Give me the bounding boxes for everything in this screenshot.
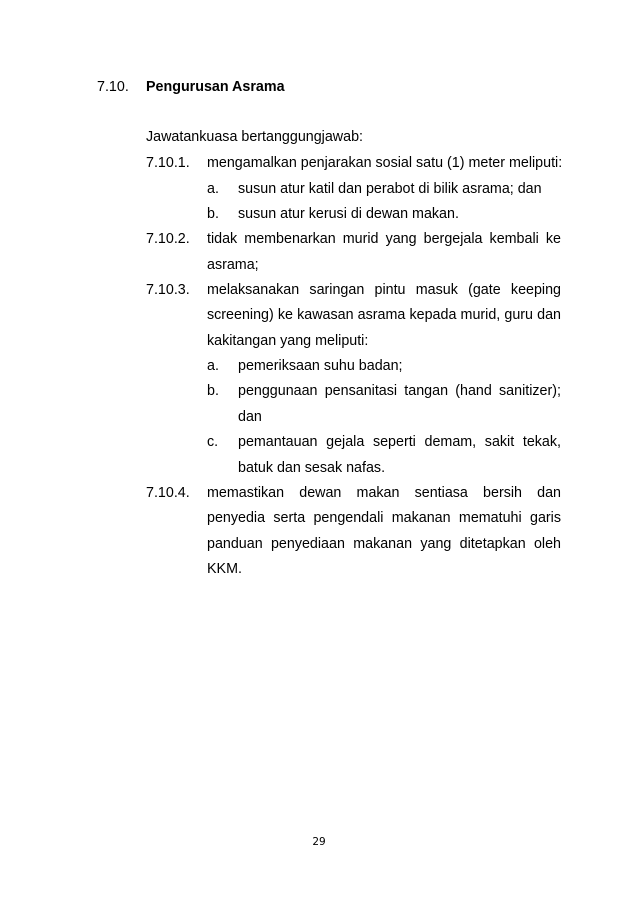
- section-intro: Jawatankuasa bertanggungjawab:: [146, 129, 363, 145]
- item-text-line: tidak membenarkan murid yang bergejala kembali ke: [207, 231, 561, 247]
- subitem-letter: b.: [207, 206, 219, 222]
- item-number: 7.10.2.: [146, 231, 190, 247]
- subitem-text-line: dan: [238, 409, 262, 425]
- subitem-text-line: batuk dan sesak nafas.: [238, 460, 386, 476]
- item-text-line: mengamalkan penjarakan sosial satu (1) meter meliputi:: [207, 155, 563, 171]
- subitem-letter: a.: [207, 181, 219, 197]
- item-text-line: asrama;: [207, 257, 259, 273]
- item-number: 7.10.3.: [146, 282, 190, 298]
- item-number: 7.10.4.: [146, 485, 190, 501]
- section-number: 7.10.: [97, 79, 129, 95]
- subitem-text-line: pemeriksaan suhu badan;: [238, 358, 403, 374]
- subitem-letter: b.: [207, 383, 219, 399]
- subitem-letter: c.: [207, 434, 219, 450]
- subitem-text-line: susun atur katil dan perabot di bilik asrama; dan: [238, 181, 542, 197]
- item-text-line: kakitangan yang meliputi:: [207, 333, 369, 349]
- item-text-line: memastikan dewan makan sentiasa bersih dan: [207, 485, 561, 501]
- page-number: 29: [312, 836, 326, 848]
- item-text-line: KKM.: [207, 561, 242, 577]
- item-text-line: panduan penyediaan makanan yang ditetapkan oleh: [207, 536, 561, 552]
- item-number: 7.10.1.: [146, 155, 190, 171]
- section-title: Pengurusan Asrama: [146, 79, 285, 95]
- subitem-text-line: susun atur kerusi di dewan makan.: [238, 206, 459, 222]
- item-text-line: screening) ke kawasan asrama kepada murid, guru dan: [207, 307, 561, 323]
- item-text-line: melaksanakan saringan pintu masuk (gate keeping: [207, 282, 561, 298]
- item-text-line: penyedia serta pengendali makanan mematuhi garis: [207, 510, 561, 526]
- subitem-text-line: penggunaan pensanitasi tangan (hand sanitizer);: [238, 383, 561, 399]
- subitem-text-line: pemantauan gejala seperti demam, sakit tekak,: [238, 434, 561, 450]
- subitem-letter: a.: [207, 358, 219, 374]
